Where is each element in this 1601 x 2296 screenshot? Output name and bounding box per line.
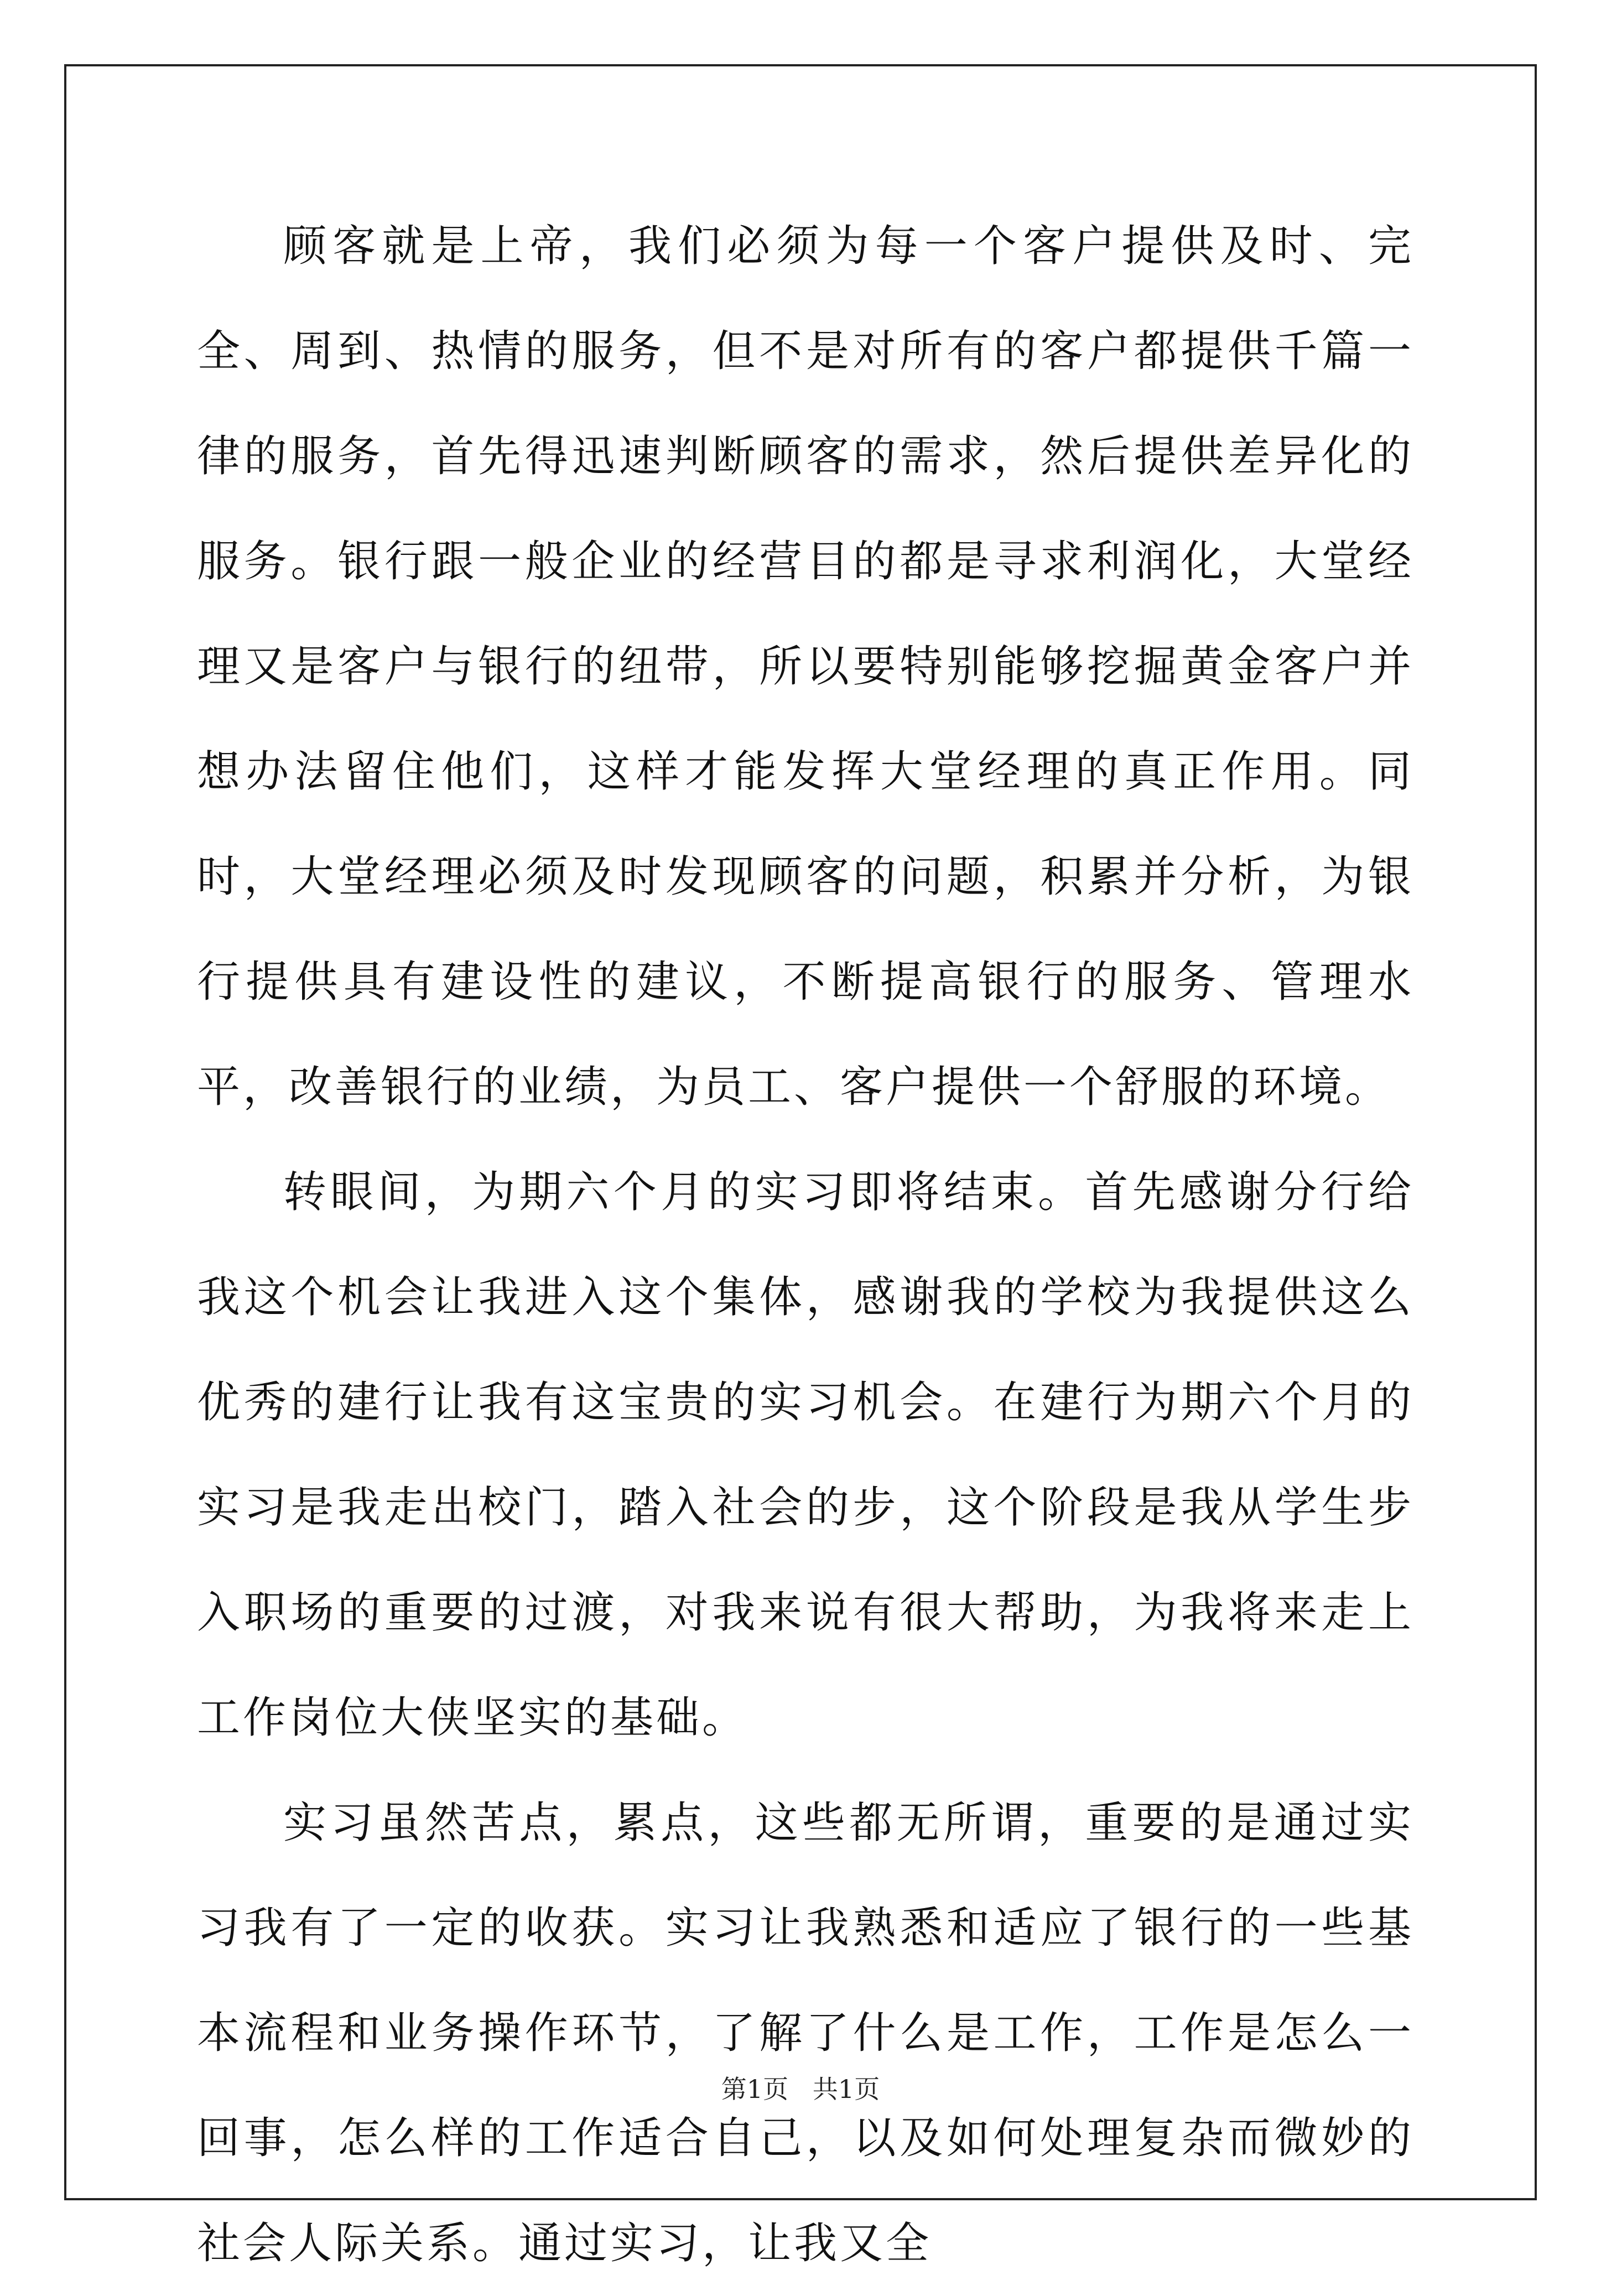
paragraph-internship-ending: 转眼间，为期六个月的实习即将结束。首先感谢分行给我这个机会让我进入这个集体，感谢我的学校为我提供这么优秀的建行让我有这宝贵的实习机会。在建行为期六个月的实习是我走出校门，踏入社会的步，这个阶段是我从学生步入职场的重要的过渡，对我来说有很大帮助，为我将来走上工作岗位大侠坚实的基础。 (197, 1167, 1414, 1743)
page-footer: 第1页 共1页 (721, 2074, 880, 2104)
paragraph-customer-service: 顾客就是上帝，我们必须为每一个客户提供及时、完全、周到、热情的服务，但不是对所有的客户都提供千篇一律的服务，首先得迅速判断顾客的需求，然后提供差异化的服务。银行跟一般企业的经营目的都是寻求利润化，大堂经理又是客户与银行的纽带，所以要特别能够挖掘黄金客户并想办法留住他们，这样才能发挥大堂经理的真正作用。同时，大堂经理必须及时发现顾客的问题，积累并分析，为银行提供具有建设性的建议，不断提高银行的服务、管理水平，改善银行的业绩，为员工、客户提供一个舒服的环境。 (197, 221, 1414, 1112)
document-body (197, 194, 1414, 2296)
paragraph-internship-gains: 实习虽然苦点，累点，这些都无所谓，重要的是通过实习我有了一定的收获。实习让我熟悉和适应了银行的一些基本流程和业务操作环节，了解了什么是工作，工作是怎么一回事，怎么样的工作适合自己，以及如何处理复杂而微妙的社会人际关系。通过实习，让我又全 (197, 1798, 1414, 2268)
